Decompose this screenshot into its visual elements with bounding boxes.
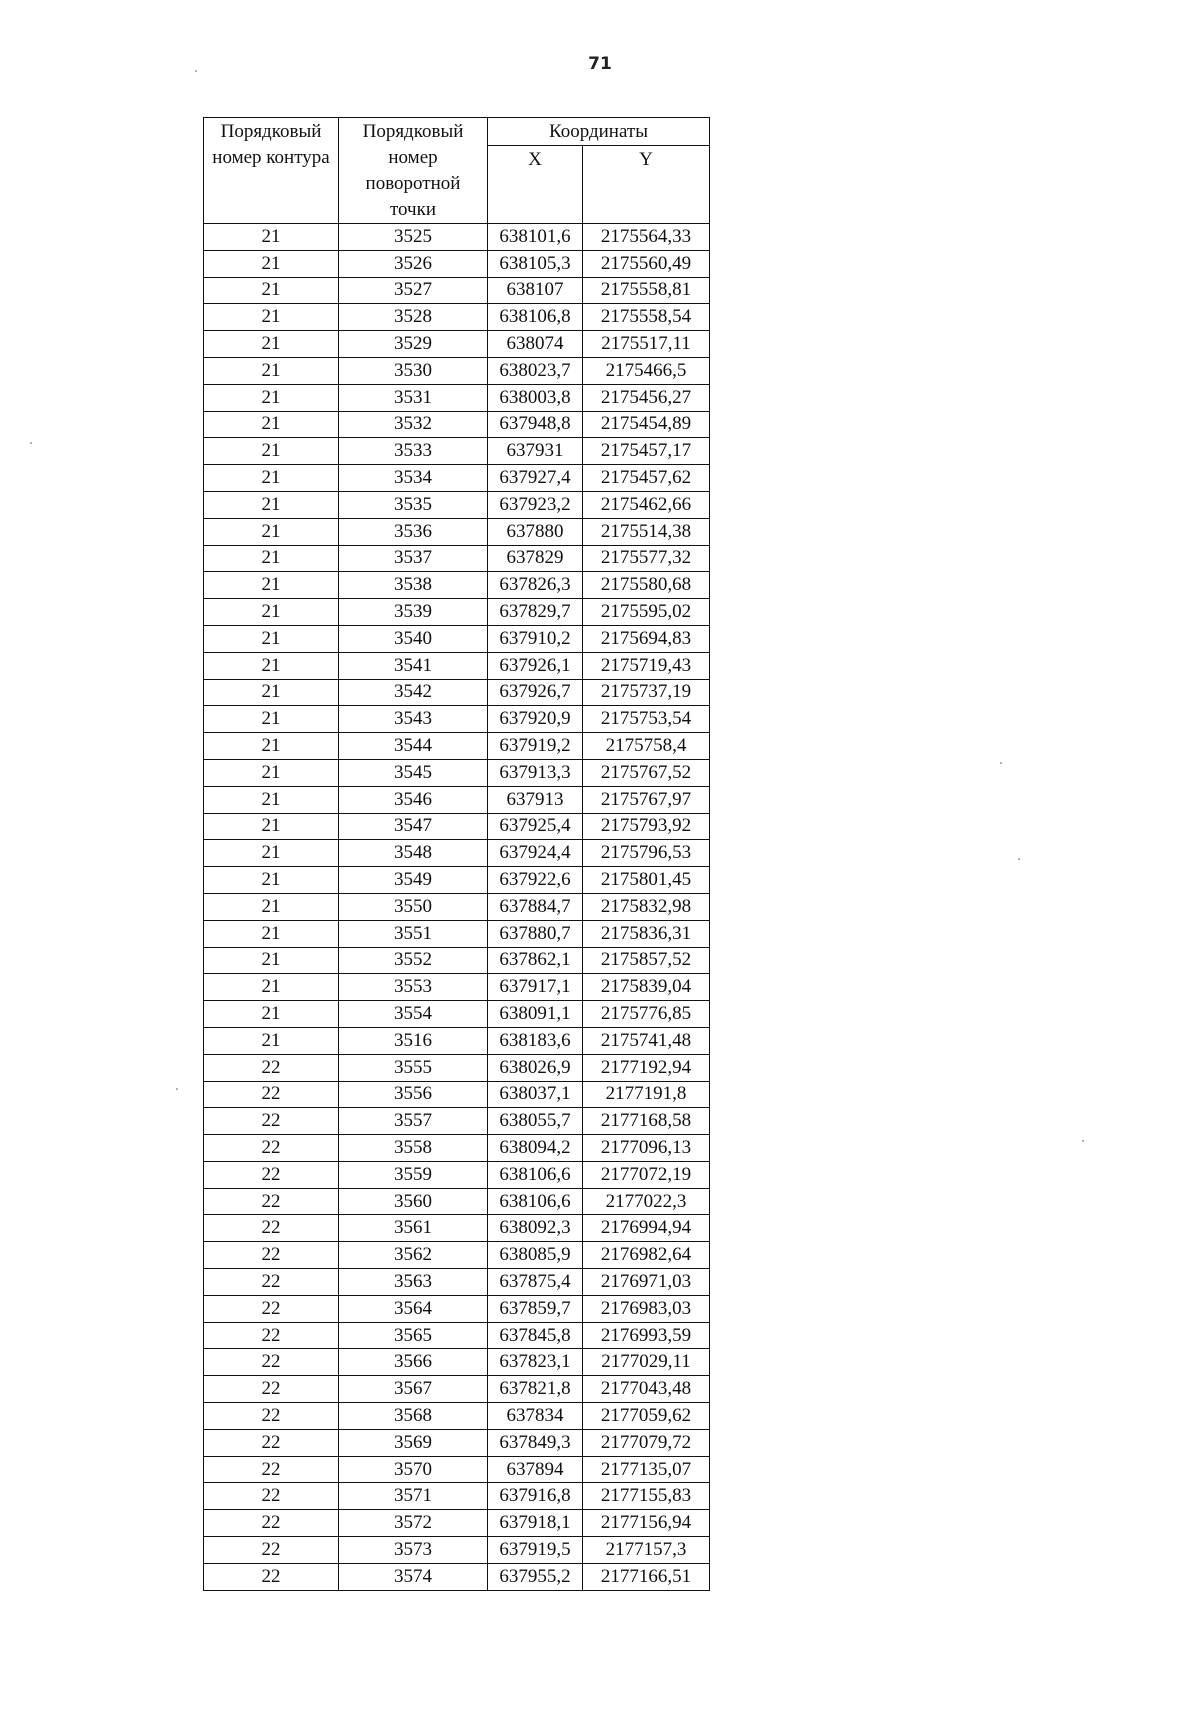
x-coordinate-cell: 637917,1 [488, 974, 583, 1001]
header-coordinates: Координаты [488, 118, 710, 146]
point-number-cell: 3543 [339, 706, 488, 733]
y-coordinate-cell: 2175836,31 [583, 920, 710, 947]
y-coordinate-cell: 2175595,02 [583, 599, 710, 626]
point-number-cell: 3570 [339, 1456, 488, 1483]
contour-number-cell: 21 [204, 438, 339, 465]
table-row [204, 786, 710, 813]
table-row [204, 518, 710, 545]
x-coordinate-cell: 637823,1 [488, 1349, 583, 1376]
table-row [204, 1295, 710, 1322]
contour-number-cell: 21 [204, 1027, 339, 1054]
point-number-cell: 3572 [339, 1510, 488, 1537]
table-header [204, 118, 710, 224]
contour-number-cell: 21 [204, 786, 339, 813]
contour-number-cell: 22 [204, 1483, 339, 1510]
table-row [204, 759, 710, 786]
y-coordinate-cell: 2177043,48 [583, 1376, 710, 1403]
table-row [204, 1563, 710, 1590]
y-coordinate-cell: 2175839,04 [583, 974, 710, 1001]
x-coordinate-cell: 638183,6 [488, 1027, 583, 1054]
x-coordinate-cell: 638003,8 [488, 384, 583, 411]
x-coordinate-cell: 637913 [488, 786, 583, 813]
point-number-cell: 3556 [339, 1081, 488, 1108]
table-row [204, 1376, 710, 1403]
x-coordinate-cell: 638091,1 [488, 1001, 583, 1028]
point-number-cell: 3554 [339, 1001, 488, 1028]
y-coordinate-cell: 2175776,85 [583, 1001, 710, 1028]
point-number-cell: 3566 [339, 1349, 488, 1376]
x-coordinate-cell: 637821,8 [488, 1376, 583, 1403]
point-number-cell: 3539 [339, 599, 488, 626]
point-number-cell: 3552 [339, 947, 488, 974]
point-number-cell: 3526 [339, 250, 488, 277]
y-coordinate-cell: 2175517,11 [583, 331, 710, 358]
x-coordinate-cell: 638107 [488, 277, 583, 304]
x-coordinate-cell: 638092,3 [488, 1215, 583, 1242]
y-coordinate-cell: 2175580,68 [583, 572, 710, 599]
x-coordinate-cell: 637931 [488, 438, 583, 465]
table-row [204, 331, 710, 358]
point-number-cell: 3568 [339, 1403, 488, 1430]
table-row [204, 1081, 710, 1108]
point-number-cell: 3528 [339, 304, 488, 331]
point-number-cell: 3540 [339, 625, 488, 652]
y-coordinate-cell: 2175767,97 [583, 786, 710, 813]
x-coordinate-cell: 637923,2 [488, 491, 583, 518]
x-coordinate-cell: 638026,9 [488, 1054, 583, 1081]
contour-number-cell: 22 [204, 1215, 339, 1242]
x-coordinate-cell: 637894 [488, 1456, 583, 1483]
table-row [204, 1161, 710, 1188]
point-number-cell: 3573 [339, 1537, 488, 1564]
y-coordinate-cell: 2177157,3 [583, 1537, 710, 1564]
table-row [204, 920, 710, 947]
x-coordinate-cell: 637913,3 [488, 759, 583, 786]
table-row [204, 224, 710, 251]
x-coordinate-cell: 638055,7 [488, 1108, 583, 1135]
x-coordinate-cell: 637880,7 [488, 920, 583, 947]
table-row [204, 840, 710, 867]
x-coordinate-cell: 637926,7 [488, 679, 583, 706]
table-row [204, 1269, 710, 1296]
table-row [204, 652, 710, 679]
contour-number-cell: 22 [204, 1188, 339, 1215]
y-coordinate-cell: 2177135,07 [583, 1456, 710, 1483]
point-number-cell: 3545 [339, 759, 488, 786]
point-number-cell: 3551 [339, 920, 488, 947]
y-coordinate-cell: 2177166,51 [583, 1563, 710, 1590]
point-number-cell: 3537 [339, 545, 488, 572]
contour-number-cell: 22 [204, 1510, 339, 1537]
y-coordinate-cell: 2175758,4 [583, 733, 710, 760]
y-coordinate-cell: 2177192,94 [583, 1054, 710, 1081]
contour-number-cell: 22 [204, 1054, 339, 1081]
point-number-cell: 3550 [339, 893, 488, 920]
y-coordinate-cell: 2176982,64 [583, 1242, 710, 1269]
y-coordinate-cell: 2177022,3 [583, 1188, 710, 1215]
x-coordinate-cell: 637829,7 [488, 599, 583, 626]
table-row [204, 1054, 710, 1081]
point-number-cell: 3560 [339, 1188, 488, 1215]
point-number-cell: 3574 [339, 1563, 488, 1590]
x-coordinate-cell: 637849,3 [488, 1429, 583, 1456]
contour-number-cell: 21 [204, 599, 339, 626]
point-number-cell: 3541 [339, 652, 488, 679]
y-coordinate-cell: 2177079,72 [583, 1429, 710, 1456]
y-coordinate-cell: 2175694,83 [583, 625, 710, 652]
x-coordinate-cell: 637834 [488, 1403, 583, 1430]
contour-number-cell: 21 [204, 893, 339, 920]
contour-number-cell: 21 [204, 759, 339, 786]
table-row [204, 1483, 710, 1510]
y-coordinate-cell: 2177059,62 [583, 1403, 710, 1430]
y-coordinate-cell: 2176971,03 [583, 1269, 710, 1296]
y-coordinate-cell: 2175767,52 [583, 759, 710, 786]
contour-number-cell: 22 [204, 1403, 339, 1430]
contour-number-cell: 21 [204, 277, 339, 304]
contour-number-cell: 21 [204, 625, 339, 652]
x-coordinate-cell: 637926,1 [488, 652, 583, 679]
point-number-cell: 3553 [339, 974, 488, 1001]
point-number-cell: 3549 [339, 867, 488, 894]
point-number-cell: 3542 [339, 679, 488, 706]
table-row [204, 733, 710, 760]
y-coordinate-cell: 2175454,89 [583, 411, 710, 438]
table-row [204, 411, 710, 438]
contour-number-cell: 22 [204, 1563, 339, 1590]
x-coordinate-cell: 638037,1 [488, 1081, 583, 1108]
point-number-cell: 3547 [339, 813, 488, 840]
y-coordinate-cell: 2175793,92 [583, 813, 710, 840]
x-coordinate-cell: 637884,7 [488, 893, 583, 920]
contour-number-cell: 22 [204, 1456, 339, 1483]
point-number-cell: 3529 [339, 331, 488, 358]
y-coordinate-cell: 2177156,94 [583, 1510, 710, 1537]
point-number-cell: 3559 [339, 1161, 488, 1188]
contour-number-cell: 22 [204, 1376, 339, 1403]
scan-speck [1000, 762, 1002, 764]
y-coordinate-cell: 2175456,27 [583, 384, 710, 411]
y-coordinate-cell: 2177191,8 [583, 1081, 710, 1108]
x-coordinate-cell: 637918,1 [488, 1510, 583, 1537]
contour-number-cell: 22 [204, 1349, 339, 1376]
x-coordinate-cell: 638094,2 [488, 1135, 583, 1162]
contour-number-cell: 21 [204, 813, 339, 840]
contour-number-cell: 21 [204, 518, 339, 545]
table-row [204, 947, 710, 974]
y-coordinate-cell: 2175737,19 [583, 679, 710, 706]
coordinates-table [203, 117, 710, 1591]
scan-speck [195, 70, 197, 72]
table-row [204, 1537, 710, 1564]
x-coordinate-cell: 638023,7 [488, 357, 583, 384]
point-number-cell: 3548 [339, 840, 488, 867]
x-coordinate-cell: 637875,4 [488, 1269, 583, 1296]
x-coordinate-cell: 638105,3 [488, 250, 583, 277]
contour-number-cell: 21 [204, 224, 339, 251]
x-coordinate-cell: 638106,6 [488, 1161, 583, 1188]
table-row [204, 250, 710, 277]
table-row [204, 1429, 710, 1456]
table-row [204, 1108, 710, 1135]
contour-number-cell: 21 [204, 331, 339, 358]
x-coordinate-cell: 637862,1 [488, 947, 583, 974]
y-coordinate-cell: 2175741,48 [583, 1027, 710, 1054]
point-number-cell: 3534 [339, 465, 488, 492]
point-number-cell: 3557 [339, 1108, 488, 1135]
point-number-cell: 3563 [339, 1269, 488, 1296]
contour-number-cell: 21 [204, 920, 339, 947]
x-coordinate-cell: 637955,2 [488, 1563, 583, 1590]
y-coordinate-cell: 2175832,98 [583, 893, 710, 920]
x-coordinate-cell: 637919,5 [488, 1537, 583, 1564]
point-number-cell: 3565 [339, 1322, 488, 1349]
table-row [204, 1349, 710, 1376]
contour-number-cell: 22 [204, 1161, 339, 1188]
y-coordinate-cell: 2175801,45 [583, 867, 710, 894]
table-row [204, 545, 710, 572]
x-coordinate-cell: 638106,8 [488, 304, 583, 331]
contour-number-cell: 21 [204, 465, 339, 492]
table-row [204, 304, 710, 331]
page-number: 71 [588, 54, 612, 74]
point-number-cell: 3516 [339, 1027, 488, 1054]
contour-number-cell: 21 [204, 491, 339, 518]
point-number-cell: 3532 [339, 411, 488, 438]
x-coordinate-cell: 637925,4 [488, 813, 583, 840]
table-row [204, 357, 710, 384]
contour-number-cell: 22 [204, 1108, 339, 1135]
point-number-cell: 3525 [339, 224, 488, 251]
contour-number-cell: 21 [204, 411, 339, 438]
y-coordinate-cell: 2175558,54 [583, 304, 710, 331]
table-row [204, 1215, 710, 1242]
x-coordinate-cell: 638085,9 [488, 1242, 583, 1269]
contour-number-cell: 21 [204, 1001, 339, 1028]
scan-speck [1082, 1140, 1084, 1142]
table-row [204, 1001, 710, 1028]
header-x: X [488, 146, 583, 224]
x-coordinate-cell: 638106,6 [488, 1188, 583, 1215]
y-coordinate-cell: 2175796,53 [583, 840, 710, 867]
point-number-cell: 3538 [339, 572, 488, 599]
y-coordinate-cell: 2177029,11 [583, 1349, 710, 1376]
contour-number-cell: 21 [204, 250, 339, 277]
y-coordinate-cell: 2175514,38 [583, 518, 710, 545]
table-row [204, 893, 710, 920]
contour-number-cell: 22 [204, 1135, 339, 1162]
contour-number-cell: 21 [204, 384, 339, 411]
scan-speck [30, 442, 32, 444]
contour-number-cell: 22 [204, 1322, 339, 1349]
contour-number-cell: 22 [204, 1242, 339, 1269]
header-y: Y [583, 146, 710, 224]
y-coordinate-cell: 2175753,54 [583, 706, 710, 733]
contour-number-cell: 21 [204, 706, 339, 733]
table-row [204, 1403, 710, 1430]
point-number-cell: 3562 [339, 1242, 488, 1269]
x-coordinate-cell: 637920,9 [488, 706, 583, 733]
contour-number-cell: 21 [204, 679, 339, 706]
point-number-cell: 3569 [339, 1429, 488, 1456]
y-coordinate-cell: 2175719,43 [583, 652, 710, 679]
table-row [204, 1135, 710, 1162]
point-number-cell: 3530 [339, 357, 488, 384]
point-number-cell: 3535 [339, 491, 488, 518]
x-coordinate-cell: 637948,8 [488, 411, 583, 438]
header-point-number: Порядковый номер поворотной точки [339, 118, 488, 224]
table-row [204, 1322, 710, 1349]
contour-number-cell: 22 [204, 1429, 339, 1456]
y-coordinate-cell: 2176983,03 [583, 1295, 710, 1322]
table-row [204, 1242, 710, 1269]
table-row [204, 1188, 710, 1215]
x-coordinate-cell: 637922,6 [488, 867, 583, 894]
table-row [204, 706, 710, 733]
table-row [204, 572, 710, 599]
table-row [204, 867, 710, 894]
x-coordinate-cell: 637927,4 [488, 465, 583, 492]
y-coordinate-cell: 2175857,52 [583, 947, 710, 974]
contour-number-cell: 22 [204, 1081, 339, 1108]
table-row [204, 438, 710, 465]
table-row [204, 679, 710, 706]
table-row [204, 813, 710, 840]
y-coordinate-cell: 2176994,94 [583, 1215, 710, 1242]
x-coordinate-cell: 637924,4 [488, 840, 583, 867]
point-number-cell: 3558 [339, 1135, 488, 1162]
point-number-cell: 3544 [339, 733, 488, 760]
x-coordinate-cell: 637910,2 [488, 625, 583, 652]
point-number-cell: 3567 [339, 1376, 488, 1403]
point-number-cell: 3533 [339, 438, 488, 465]
point-number-cell: 3527 [339, 277, 488, 304]
point-number-cell: 3561 [339, 1215, 488, 1242]
contour-number-cell: 21 [204, 733, 339, 760]
y-coordinate-cell: 2177072,19 [583, 1161, 710, 1188]
y-coordinate-cell: 2175564,33 [583, 224, 710, 251]
contour-number-cell: 21 [204, 357, 339, 384]
contour-number-cell: 21 [204, 545, 339, 572]
table-row [204, 277, 710, 304]
contour-number-cell: 21 [204, 652, 339, 679]
contour-number-cell: 21 [204, 840, 339, 867]
point-number-cell: 3564 [339, 1295, 488, 1322]
x-coordinate-cell: 637829 [488, 545, 583, 572]
table-row [204, 491, 710, 518]
point-number-cell: 3571 [339, 1483, 488, 1510]
contour-number-cell: 21 [204, 974, 339, 1001]
contour-number-cell: 21 [204, 304, 339, 331]
scan-speck [176, 1088, 178, 1090]
table-row [204, 974, 710, 1001]
table-row [204, 465, 710, 492]
point-number-cell: 3555 [339, 1054, 488, 1081]
x-coordinate-cell: 637826,3 [488, 572, 583, 599]
x-coordinate-cell: 637859,7 [488, 1295, 583, 1322]
contour-number-cell: 22 [204, 1269, 339, 1296]
y-coordinate-cell: 2177155,83 [583, 1483, 710, 1510]
contour-number-cell: 22 [204, 1537, 339, 1564]
y-coordinate-cell: 2175457,62 [583, 465, 710, 492]
point-number-cell: 3531 [339, 384, 488, 411]
table-row [204, 599, 710, 626]
y-coordinate-cell: 2175462,66 [583, 491, 710, 518]
y-coordinate-cell: 2175560,49 [583, 250, 710, 277]
contour-number-cell: 21 [204, 572, 339, 599]
table-row [204, 625, 710, 652]
y-coordinate-cell: 2175457,17 [583, 438, 710, 465]
contour-number-cell: 21 [204, 947, 339, 974]
table-row [204, 1027, 710, 1054]
y-coordinate-cell: 2175577,32 [583, 545, 710, 572]
point-number-cell: 3536 [339, 518, 488, 545]
x-coordinate-cell: 637880 [488, 518, 583, 545]
scan-speck [1018, 858, 1020, 860]
y-coordinate-cell: 2177096,13 [583, 1135, 710, 1162]
header-contour-number: Порядковый номер контура [204, 118, 339, 224]
y-coordinate-cell: 2175466,5 [583, 357, 710, 384]
x-coordinate-cell: 638101,6 [488, 224, 583, 251]
y-coordinate-cell: 2177168,58 [583, 1108, 710, 1135]
table-row [204, 384, 710, 411]
x-coordinate-cell: 637919,2 [488, 733, 583, 760]
table-body [204, 224, 710, 1591]
table-row [204, 1510, 710, 1537]
contour-number-cell: 21 [204, 867, 339, 894]
contour-number-cell: 22 [204, 1295, 339, 1322]
y-coordinate-cell: 2176993,59 [583, 1322, 710, 1349]
y-coordinate-cell: 2175558,81 [583, 277, 710, 304]
x-coordinate-cell: 638074 [488, 331, 583, 358]
x-coordinate-cell: 637916,8 [488, 1483, 583, 1510]
table-row [204, 1456, 710, 1483]
x-coordinate-cell: 637845,8 [488, 1322, 583, 1349]
point-number-cell: 3546 [339, 786, 488, 813]
